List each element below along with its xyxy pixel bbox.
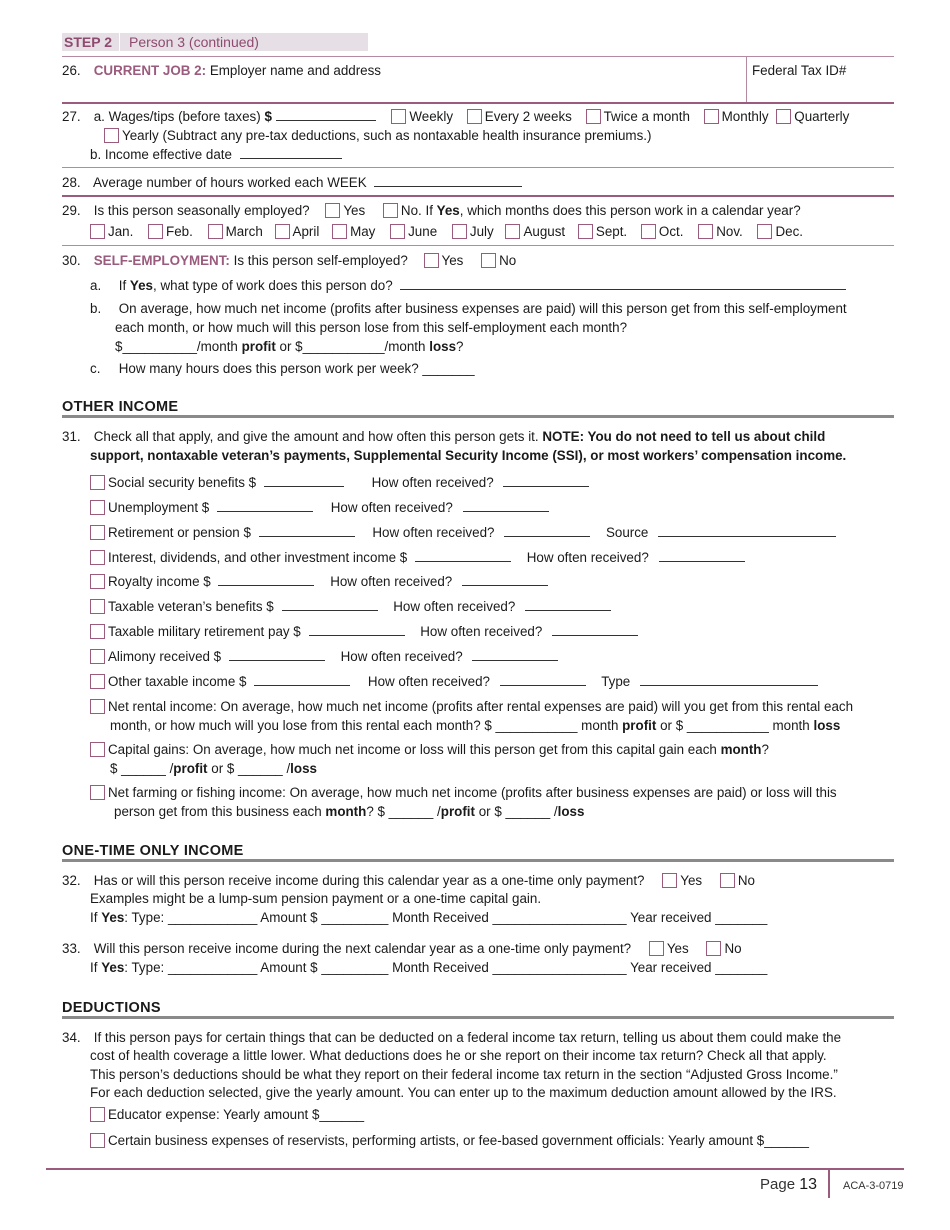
how-often-field[interactable] — [659, 549, 745, 562]
step-title: Person 3 (continued) — [129, 34, 259, 50]
income-item — [90, 549, 745, 566]
alimony-checkbox[interactable] — [90, 649, 105, 664]
deductions-heading: DEDUCTIONS — [62, 1000, 161, 1016]
section-rule — [62, 859, 894, 862]
month-oct-checkbox[interactable] — [641, 224, 656, 239]
q26-number: 26. — [62, 63, 81, 78]
q30b-letter: b. — [90, 301, 102, 316]
q32-label: Has or will this person receive income during this calendar year as a one-time only payment? — [93, 873, 645, 888]
q30a-text-bold: Yes — [129, 278, 154, 293]
military-retirement-checkbox[interactable] — [90, 624, 105, 639]
q27-weekly-checkbox[interactable] — [391, 109, 406, 124]
q29-no-label-post: , which months does this person work in a calendar year? — [459, 203, 801, 218]
capital-line2 — [110, 760, 317, 777]
q32-no-label: No — [737, 873, 755, 888]
q27-row-a — [62, 108, 849, 125]
q26-tax-id-label: Federal Tax ID# — [752, 63, 847, 78]
month-august-checkbox[interactable] — [505, 224, 520, 239]
q34-number: 34. — [62, 1030, 81, 1045]
educator-expense-checkbox[interactable] — [90, 1107, 105, 1122]
q32-examples: Examples might be a lump-sum pension payment or a one-time capital gain. — [90, 891, 542, 906]
how-often-label: How often received? — [372, 525, 495, 540]
q30b-row — [90, 300, 847, 317]
rental-loss-word: loss — [813, 718, 841, 733]
rental-line2 — [110, 717, 840, 734]
month-june-checkbox[interactable] — [390, 224, 405, 239]
how-often-field[interactable] — [463, 499, 549, 512]
amount-field[interactable] — [309, 623, 405, 636]
q31-note: NOTE: You do not need to tell us about child — [542, 429, 826, 444]
how-often-field[interactable] — [472, 648, 558, 661]
q30c-row — [90, 360, 475, 377]
how-often-label: How often received? — [420, 624, 543, 639]
q28-number: 28. — [62, 175, 81, 190]
q30b-question-mark: ? — [456, 339, 464, 354]
how-often-label: How often received? — [371, 475, 494, 490]
q29-no-label-pre: No. If — [400, 203, 433, 218]
q27-dollar: $ — [264, 109, 272, 124]
q30b-loss-word: loss — [429, 339, 457, 354]
month-march-label: March — [225, 224, 263, 239]
rental-profit-word: profit — [622, 718, 657, 733]
q34-row — [62, 1029, 841, 1046]
rental-line1: Net rental income: On average, how much net income (profits after rental expenses are paid) will you get from this rental each — [108, 699, 854, 714]
q29-yes-label: Yes — [343, 203, 366, 218]
month-july-label: July — [469, 224, 494, 239]
farm-month-word: month — [325, 804, 367, 819]
type-label: Type — [601, 674, 631, 689]
educator-expense-field[interactable]: Educator expense: Yearly amount $______ — [108, 1107, 365, 1122]
q27-wages-field[interactable] — [276, 108, 376, 121]
how-often-label: How often received? — [367, 674, 490, 689]
deduction-item — [90, 1132, 809, 1149]
q30b-profit-field[interactable]: $__________/month — [115, 339, 238, 354]
income-item — [90, 598, 611, 615]
q31-note-line2: support, nontaxable veteran’s payments, Supplemental Security Income (SSI), or most workers’ compensation income. — [90, 448, 847, 463]
q34-line3: This person’s deductions should be what they report on their federal income tax return in the section “Adjusted Gross Income.” — [90, 1067, 838, 1082]
q30-yes-checkbox[interactable] — [424, 253, 439, 268]
retirement-checkbox[interactable] — [90, 525, 105, 540]
q27-effective-date-label: b. Income effective date — [90, 147, 232, 162]
farm-line2 — [114, 803, 584, 820]
q30c-hours-field[interactable]: How many hours does this person work per week? _______ — [118, 361, 475, 376]
month-august-label: August — [523, 224, 566, 239]
q29-row — [62, 202, 801, 219]
social-security-checkbox[interactable] — [90, 475, 105, 490]
step-label: STEP 2 — [64, 34, 112, 50]
income-item — [90, 573, 548, 590]
capital-loss-field[interactable]: or $ ______ / — [211, 761, 291, 776]
q33-no-label: No — [724, 941, 742, 956]
month-july-checkbox[interactable] — [452, 224, 467, 239]
month-march-checkbox[interactable] — [208, 224, 223, 239]
capital-loss-word: loss — [290, 761, 317, 776]
how-often-field[interactable] — [500, 673, 586, 686]
how-often-field[interactable] — [462, 573, 548, 586]
q26-accent: CURRENT JOB 2: — [93, 63, 207, 78]
unemployment-checkbox[interactable] — [90, 500, 105, 515]
month-nov-label: Nov. — [716, 224, 743, 239]
amount-field[interactable] — [254, 673, 350, 686]
q30b-line1: On average, how much net income (profits after business expenses are paid) will this person get from this self-employment — [118, 301, 847, 316]
footer-rule — [46, 1168, 904, 1170]
q29-no-checkbox[interactable] — [383, 203, 398, 218]
capital-month-word: month — [720, 742, 762, 757]
section-rule — [62, 1016, 894, 1019]
other-income-heading: OTHER INCOME — [62, 399, 179, 415]
q27-quarterly-label: Quarterly — [794, 109, 850, 124]
farm-loss-word: loss — [557, 804, 585, 819]
income-item — [90, 524, 836, 541]
q27-every2weeks-checkbox[interactable] — [467, 109, 482, 124]
q30a-row — [90, 277, 846, 294]
q27-monthly-label: Monthly — [721, 109, 769, 124]
veteran-benefits-checkbox[interactable] — [90, 599, 105, 614]
q33-yes-checkbox[interactable] — [649, 941, 664, 956]
q27-yearly-checkbox[interactable] — [104, 128, 119, 143]
income-item-label: Social security benefits $ — [108, 475, 257, 490]
month-nov-checkbox[interactable] — [698, 224, 713, 239]
q33-yes-label: Yes — [666, 941, 689, 956]
month-feb-label: Feb. — [166, 224, 193, 239]
q28-hours-field[interactable] — [374, 174, 522, 187]
month-feb-checkbox[interactable] — [148, 224, 163, 239]
capital-line1: Capital gains: On average, how much net income or loss will this person get from this capital gain each — [108, 742, 717, 757]
q34-line1: If this person pays for certain things that can be deducted on a federal income tax return, telling us about them could make the — [93, 1030, 842, 1045]
how-often-field[interactable] — [552, 623, 638, 636]
income-item-label: Alimony received $ — [108, 649, 222, 664]
q30b-profit-word: profit — [241, 339, 276, 354]
q27-wages-label: a. Wages/tips (before taxes) — [93, 109, 261, 124]
q32-if-yes-row — [90, 909, 767, 926]
income-item-label: Taxable veteran’s benefits $ — [108, 599, 274, 614]
divider — [62, 56, 894, 57]
q30-no-checkbox[interactable] — [481, 253, 496, 268]
capital-gains-item — [90, 741, 769, 758]
source-field[interactable] — [658, 524, 836, 537]
month-sept-label: Sept. — [595, 224, 628, 239]
q33-label: Will this person receive income during the next calendar year as a one-time only payment? — [93, 941, 632, 956]
q29-label: Is this person seasonally employed? — [93, 203, 310, 218]
q30-yes-label: Yes — [441, 253, 464, 268]
divider — [62, 245, 894, 246]
q30-row — [62, 252, 516, 269]
page-number — [760, 1176, 817, 1194]
q32-no-checkbox[interactable] — [720, 873, 735, 888]
income-item — [90, 673, 818, 690]
capital-profit-word: profit — [173, 761, 208, 776]
page-label: Page — [760, 1176, 796, 1193]
rental-income-item — [90, 698, 853, 715]
q33-if-yes-row — [90, 959, 767, 976]
q29-number: 29. — [62, 203, 81, 218]
if-yes-word: Yes — [101, 960, 125, 975]
q34-line4: For each deduction selected, give the yearly amount. You can enter up to the maximum deduction amount allowed by the IRS. — [90, 1085, 837, 1100]
how-often-field[interactable] — [504, 524, 590, 537]
q29-no-label-bold: Yes — [436, 203, 460, 218]
how-often-label: How often received? — [330, 500, 453, 515]
section-rule — [62, 415, 894, 418]
q32-row — [62, 872, 755, 889]
month-sept-checkbox[interactable] — [578, 224, 593, 239]
month-jan-checkbox[interactable] — [90, 224, 105, 239]
income-item-label: Unemployment $ — [108, 500, 210, 515]
q27-every2weeks-label: Every 2 weeks — [484, 109, 572, 124]
if-word: If — [90, 910, 98, 925]
q30a-letter: a. — [90, 278, 102, 293]
step-header — [62, 33, 368, 51]
q33-number: 33. — [62, 941, 81, 956]
income-item — [90, 648, 558, 665]
income-item-label: Taxable military retirement pay $ — [108, 624, 301, 639]
business-expenses-field[interactable]: Certain business expenses of reservists, performing artists, or fee-based government officials: Yearly amount $______ — [108, 1133, 809, 1148]
q27-quarterly-checkbox[interactable] — [776, 109, 791, 124]
q27-twice-month-checkbox[interactable] — [586, 109, 601, 124]
q32-yes-checkbox[interactable] — [662, 873, 677, 888]
month-dec-label: Dec. — [775, 224, 804, 239]
income-item — [90, 623, 638, 640]
capital-gains-checkbox[interactable] — [90, 742, 105, 757]
q30-accent: SELF-EMPLOYMENT: — [93, 253, 230, 268]
one-time-income-heading: ONE-TIME ONLY INCOME — [62, 843, 244, 859]
farming-income-item — [90, 784, 837, 801]
amount-field[interactable] — [259, 524, 355, 537]
income-item-label: Royalty income $ — [108, 574, 211, 589]
amount-field[interactable] — [282, 598, 378, 611]
q30a-text-pre: If — [118, 278, 127, 293]
how-often-label: How often received? — [340, 649, 463, 664]
q34-line2: cost of health coverage a little lower. What deductions does he or she report on their income tax return? Check all that apply. — [90, 1048, 827, 1063]
farm-line2-text: person get from this business each — [114, 804, 322, 819]
how-often-field[interactable] — [525, 598, 611, 611]
q31-intro: Check all that apply, and give the amount and how often this person gets it. — [93, 429, 539, 444]
divider — [62, 195, 894, 197]
q26-label: Employer name and address — [209, 63, 382, 78]
rental-income-checkbox[interactable] — [90, 699, 105, 714]
q30-no-label: No — [499, 253, 517, 268]
q30c-letter: c. — [90, 361, 101, 376]
q28-label: Average number of hours worked each WEEK — [92, 175, 367, 190]
month-dec-checkbox[interactable] — [757, 224, 772, 239]
q29-yes-checkbox[interactable] — [325, 203, 340, 218]
q30-number: 30. — [62, 253, 81, 268]
amount-field[interactable] — [229, 648, 325, 661]
income-item — [90, 499, 549, 516]
month-jan-label: Jan. — [108, 224, 134, 239]
month-april-checkbox[interactable] — [275, 224, 290, 239]
q26-column-divider — [746, 56, 747, 102]
q33-no-checkbox[interactable] — [706, 941, 721, 956]
other-taxable-checkbox[interactable] — [90, 674, 105, 689]
royalty-checkbox[interactable] — [90, 574, 105, 589]
deduction-item — [90, 1106, 364, 1123]
q27-monthly-checkbox[interactable] — [704, 109, 719, 124]
q30b-loss-field[interactable]: or $___________/month — [279, 339, 426, 354]
farm-loss-field[interactable]: or $ ______ / — [478, 804, 558, 819]
if-yes-word: Yes — [101, 910, 125, 925]
page-num: 13 — [799, 1176, 818, 1193]
q27-twice-month-label: Twice a month — [603, 109, 690, 124]
q27-number: 27. — [62, 109, 81, 124]
q30a-work-type-field[interactable] — [400, 277, 846, 290]
how-often-label: How often received? — [330, 574, 453, 589]
form-code: ACA-3-0719 — [843, 1180, 904, 1192]
income-item — [90, 474, 589, 491]
q29-months-row — [90, 223, 803, 240]
q27-weekly-label: Weekly — [409, 109, 454, 124]
farm-profit-field[interactable]: ? $ ______ / — [366, 804, 441, 819]
how-often-label: How often received? — [393, 599, 516, 614]
q32-yes-label: Yes — [680, 873, 703, 888]
q27-yearly-row — [104, 127, 651, 144]
q31-row — [62, 428, 825, 445]
month-may-label: May — [350, 224, 376, 239]
q33-row — [62, 940, 742, 957]
how-often-label: How often received? — [526, 550, 649, 565]
farm-profit-word: profit — [440, 804, 475, 819]
q28-row — [62, 174, 522, 191]
divider — [62, 102, 894, 104]
q27-row-b — [90, 146, 342, 163]
amount-field[interactable] — [415, 549, 511, 562]
income-item-label: Other taxable income $ — [108, 674, 247, 689]
q33-details-fields[interactable]: : Type: ____________ Amount $ _________ Month Received __________________ Year received _______ — [124, 960, 768, 975]
q31-number: 31. — [62, 429, 81, 444]
rental-profit-field[interactable]: month, or how much will you lose from this rental each month? $ ___________ month — [110, 718, 619, 733]
type-field[interactable] — [640, 673, 818, 686]
capital-profit-field[interactable]: $ ______ / — [110, 761, 174, 776]
q30b-line2: each month, or how much will this person lose from this self-employment each month? — [115, 320, 628, 335]
capital-question-mark: ? — [761, 742, 769, 757]
month-june-label: June — [408, 224, 438, 239]
rental-loss-field[interactable]: or $ ___________ month — [660, 718, 810, 733]
month-may-checkbox[interactable] — [332, 224, 347, 239]
q30-label: Is this person self-employed? — [233, 253, 408, 268]
how-often-field[interactable] — [503, 474, 589, 487]
month-oct-label: Oct. — [658, 224, 684, 239]
month-april-label: April — [292, 224, 320, 239]
q30a-text-post: , what type of work does this person do? — [153, 278, 393, 293]
farming-income-checkbox[interactable] — [90, 785, 105, 800]
amount-field[interactable] — [264, 474, 344, 487]
amount-field[interactable] — [218, 573, 314, 586]
q30b-line3 — [115, 338, 463, 355]
q26-row — [62, 62, 381, 79]
business-expenses-checkbox[interactable] — [90, 1133, 105, 1148]
income-item-label: Retirement or pension $ — [108, 525, 251, 540]
interest-dividends-checkbox[interactable] — [90, 550, 105, 565]
farm-line1: Net farming or fishing income: On average, how much net income (profits after business expenses are paid) or loss will this — [108, 785, 837, 800]
q32-number: 32. — [62, 873, 81, 888]
q32-details-fields[interactable]: : Type: ____________ Amount $ _________ Month Received __________________ Year received _______ — [124, 910, 768, 925]
footer-divider — [828, 1170, 830, 1198]
if-word: If — [90, 960, 98, 975]
q27-effective-date-field[interactable] — [240, 146, 342, 159]
income-item-label: Interest, dividends, and other investment income $ — [108, 550, 408, 565]
amount-field[interactable] — [217, 499, 313, 512]
q27-yearly-label: Yearly (Subtract any pre-tax deductions, such as nontaxable health insurance premiums.) — [122, 128, 652, 143]
source-label: Source — [605, 525, 649, 540]
divider — [62, 167, 894, 168]
